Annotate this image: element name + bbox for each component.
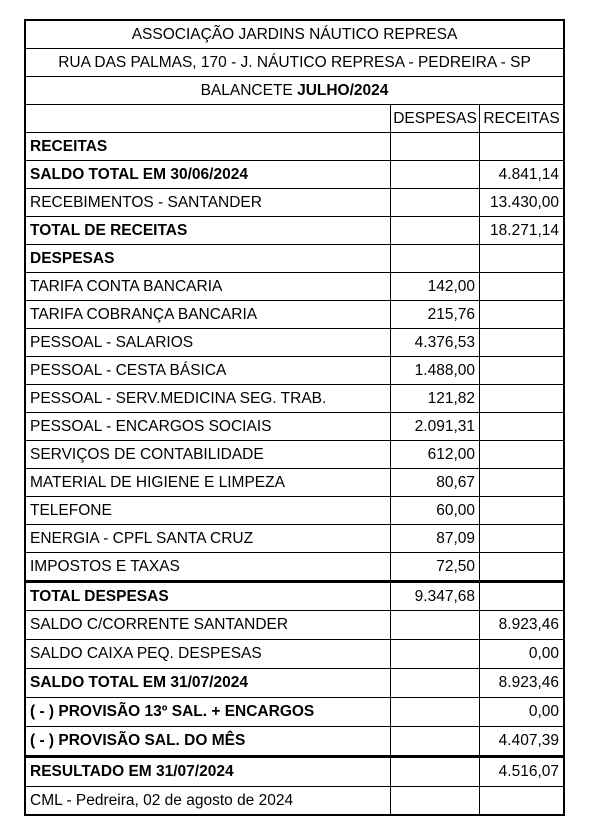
cell-despesas: [390, 611, 479, 639]
ledger-row: [26, 787, 563, 814]
ledger-row: [26, 698, 563, 727]
cell-label: MATERIAL DE HIGIENE E LIMPEZA: [30, 473, 285, 491]
cell-label: SALDO CAIXA PEQ. DESPESAS: [30, 645, 262, 662]
ledger-row: [26, 497, 563, 525]
cell-receitas: [479, 583, 563, 610]
cell-label: PESSOAL - SERV.MEDICINA SEG. TRAB.: [30, 389, 327, 407]
cell-despesas: 80,67: [390, 469, 479, 496]
ledger-row: [26, 273, 563, 301]
cell-despesas: [390, 698, 479, 726]
cell-receitas: [479, 553, 563, 580]
cell-receitas: 4.841,14: [479, 161, 563, 188]
cell-receitas: [479, 525, 563, 552]
ledger-row: [26, 611, 563, 640]
balance-sheet: [24, 19, 565, 816]
cell-despesas: [390, 133, 479, 160]
cell-label: IMPOSTOS E TAXAS: [30, 557, 180, 575]
cell-receitas: 18.271,14: [479, 217, 563, 244]
org-name: ASSOCIAÇÃO JARDINS NÁUTICO REPRESA: [26, 21, 563, 49]
report-period: JULHO/2024: [297, 82, 389, 99]
cell-despesas: [390, 245, 479, 272]
cell-receitas: [479, 385, 563, 412]
cell-label: SERVIÇOS DE CONTABILIDADE: [30, 445, 264, 463]
ledger-row: [26, 329, 563, 357]
ledger-row: [26, 357, 563, 385]
cell-label: ENERGIA - CPFL SANTA CRUZ: [30, 529, 254, 547]
cell-despesas: 72,50: [390, 553, 479, 580]
cell-label: SALDO TOTAL EM 30/06/2024: [30, 165, 248, 183]
ledger-row: [26, 469, 563, 497]
cell-receitas: [479, 441, 563, 468]
cell-label: TOTAL DESPESAS: [30, 587, 169, 605]
cell-despesas: [390, 640, 479, 668]
cell-label: RECEBIMENTOS - SANTANDER: [30, 193, 262, 211]
cell-despesas: 612,00: [390, 441, 479, 468]
cell-receitas: [479, 497, 563, 524]
cell-receitas: 4.407,39: [479, 727, 563, 755]
cell-label: DESPESAS: [30, 249, 115, 267]
ledger-row: [26, 413, 563, 441]
ledger-row: [26, 756, 563, 787]
cell-receitas: 8.923,46: [479, 669, 563, 697]
report-title: [26, 77, 563, 105]
cell-receitas: 0,00: [479, 640, 563, 668]
cell-receitas: [479, 329, 563, 356]
cell-label: RECEITAS: [30, 137, 108, 155]
cell-despesas: 1.488,00: [390, 357, 479, 384]
cell-despesas: 9.347,68: [390, 583, 479, 610]
cell-receitas: [479, 245, 563, 272]
cell-receitas: 0,00: [479, 698, 563, 726]
cell-label: ( - ) PROVISÃO 13º SAL. + ENCARGOS: [30, 703, 315, 720]
cell-label: PESSOAL - ENCARGOS SOCIAIS: [30, 417, 272, 435]
column-header-row: [26, 105, 563, 133]
ledger-row: [26, 189, 563, 217]
cell-receitas: [479, 469, 563, 496]
ledger-row: [26, 385, 563, 413]
report-type: BALANCETE: [200, 82, 293, 99]
cell-despesas: [390, 669, 479, 697]
cell-label: RESULTADO EM 31/07/2024: [30, 763, 234, 780]
cell-receitas: [479, 273, 563, 300]
cell-receitas: [479, 787, 563, 814]
cell-despesas: [390, 758, 479, 786]
cell-despesas: 2.091,31: [390, 413, 479, 440]
cell-despesas: 4.376,53: [390, 329, 479, 356]
cell-despesas: [390, 189, 479, 216]
cell-receitas: 8.923,46: [479, 611, 563, 639]
ledger-row: [26, 553, 563, 581]
cell-label: TOTAL DE RECEITAS: [30, 221, 188, 239]
ledger-row: [26, 217, 563, 245]
cell-label: TELEFONE: [30, 501, 112, 519]
ledger-row: [26, 441, 563, 469]
receitas-column-header: RECEITAS: [479, 105, 563, 132]
ledger-row: [26, 581, 563, 611]
ledger-row: [26, 640, 563, 669]
ledger-row: [26, 525, 563, 553]
cell-receitas: [479, 301, 563, 328]
label-column-header: [26, 105, 390, 132]
ledger-row: [26, 669, 563, 698]
cell-label: PESSOAL - CESTA BÁSICA: [30, 361, 227, 379]
cell-despesas: 215,76: [390, 301, 479, 328]
ledger-rows: [26, 133, 563, 814]
cell-label: SALDO C/CORRENTE SANTANDER: [30, 616, 289, 633]
cell-receitas: [479, 133, 563, 160]
cell-despesas: 121,82: [390, 385, 479, 412]
ledger-row: [26, 161, 563, 189]
cell-receitas: [479, 413, 563, 440]
cell-label: TARIFA CONTA BANCARIA: [30, 277, 223, 295]
ledger-row: [26, 245, 563, 273]
cell-despesas: 142,00: [390, 273, 479, 300]
cell-despesas: [390, 727, 479, 755]
cell-despesas: 87,09: [390, 525, 479, 552]
cell-despesas: [390, 217, 479, 244]
despesas-column-header: DESPESAS: [390, 105, 479, 132]
cell-label: ( - ) PROVISÃO SAL. DO MÊS: [30, 732, 246, 749]
ledger-row: [26, 133, 563, 161]
cell-label: SALDO TOTAL EM 31/07/2024: [30, 674, 248, 691]
cell-despesas: [390, 161, 479, 188]
ledger-row: [26, 301, 563, 329]
org-address: RUA DAS PALMAS, 170 - J. NÁUTICO REPRESA - PEDREIRA - SP: [26, 49, 563, 77]
cell-despesas: [390, 787, 479, 814]
cell-label: CML - Pedreira, 02 de agosto de 2024: [30, 791, 294, 809]
cell-label: PESSOAL - SALARIOS: [30, 333, 194, 351]
ledger-row: [26, 727, 563, 756]
cell-receitas: 13.430,00: [479, 189, 563, 216]
cell-receitas: 4.516,07: [479, 758, 563, 786]
cell-label: TARIFA COBRANÇA BANCARIA: [30, 305, 258, 323]
cell-despesas: 60,00: [390, 497, 479, 524]
cell-receitas: [479, 357, 563, 384]
